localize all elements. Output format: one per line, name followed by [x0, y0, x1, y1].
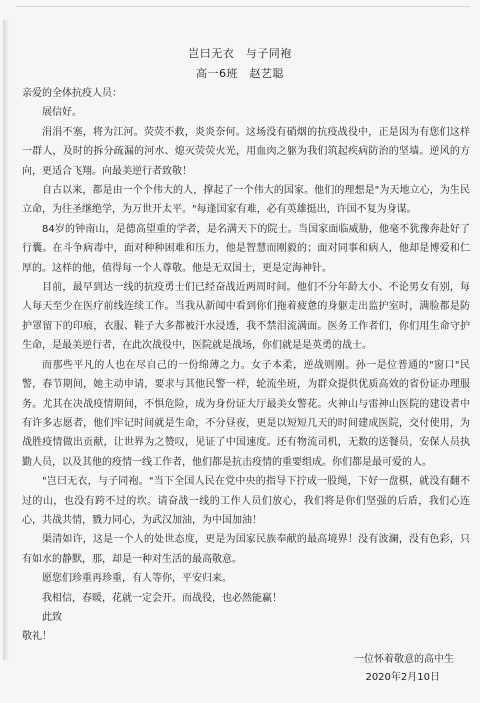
paragraph: 而那些平凡的人也在尽自己的一份绵薄之力。女子本柔，逆战则刚。孙一是位普通的"窗口"民警，春节期间，她主动申请，要求与其他民警一样，轮流坐班，为群众提供优质高效的省份证办理服务。尤其在决战疫情期间，不惧危险，成为身份证大厅最美女警花。火神山与雷神山医院的建设者中有许多志愿者，他们牢记时间就是生命，不分昼夜，更是以短短几天的时间建成医院，交付使用，为战胜疫情做出贡献，让世界为之赞叹，见证了中国速度。还有物流司机，无数的送餐员，安保人员执勤人员，以及其他的疫情一线工作者，他们都是抗击疫情的重要组成。你们都是最可爱的人。 [22, 359, 470, 468]
letter-body [22, 84, 470, 647]
salutation: 亲爱的全体抗疫人员： [22, 88, 122, 99]
paragraph: 自古以来，都是由一个个伟大的人，撑起了一个伟大的国家。他们的理想是"为天地立心，为生民立命，为往圣继绝学，为万世开太平。"每逢国家有难，必有英雄挺出，许国不复为身谋。 [22, 185, 470, 216]
top-rule [16, 0, 470, 7]
paragraph: 目前，最早到达一线的抗疫勇士们已经奋战近两周时间。他们不分年龄大小、不论男女有别，每人每天至少在医疗前线连续工作。当我从新闻中看到你们拖着疲惫的身躯走出监护室时，满脸都是防护罩留下的印痕，衣服、鞋子大多都被汗水浸透，我不禁泪流满面。医务工作者们，你们用生命守护生命，是最美逆行者，在此次战役中，医院就是战场，你们就是是英勇的战士。 [22, 282, 470, 352]
date: 2020年2月10日 [365, 672, 440, 683]
closing: 敬礼！ [22, 631, 52, 643]
paragraph: 渠清如许，这是一个人的处世态度，更是为国家民族奉献的最高境界！没有波澜，没有色彩，只有如水的静默，那，却是一种对生活的最高敬意。 [22, 534, 470, 565]
paragraph: 展信好。 [42, 107, 82, 119]
paragraph: 此致 [42, 611, 62, 623]
signature: 一位怀着敬意的高中生 [354, 654, 454, 665]
author-line: 高一6班 赵艺聪 [196, 67, 284, 80]
paragraph: 84岁的钟南山，是德高望重的学者，是名满天下的院士。当国家面临威胁，他毫不犹豫奔赴好了行囊。在斗争病毒中，面对种种困难和压力，他是智慧而刚毅的；面对同事和病人，他却是博爱和仁厚的。这样的他，值得每一个人尊敬。他是无双国士，更是定海神针。 [22, 223, 470, 274]
paragraph: "岂曰无衣，与子同袍。"当下全国人民在党中央的指导下拧成一股绳，下好一盘棋，就没有翻不过的山，也没有跨不过的坎。请奋战一线的工作人员们放心，我们将是你们坚强的后盾，我们心连心，共战共情，戮力同心，为武汉加油，为中国加油！ [22, 476, 470, 526]
paragraph: 愿您们珍重再珍重，有人等你，平安归来。 [42, 573, 232, 585]
letter-title: 岂曰无衣 与子同袍 [188, 47, 292, 60]
paragraph: 我相信，春暖，花就一定会开。而战役，也必然能赢！ [42, 592, 282, 604]
paragraph: 涓涓不塞，将为江河。荧荧不救，炎炎奈何。这场没有硝烟的抗疫战役中，正是因为有您们这样一群人，及时的拆分疏漏的河水、熄灭荧荧火光，用血肉之躯为我们筑起疾病防治的坚墙。逆风的方向，更适合飞翔。向最美逆行者致敬！ [22, 126, 470, 177]
page-fold-shadow [3, 20, 9, 660]
